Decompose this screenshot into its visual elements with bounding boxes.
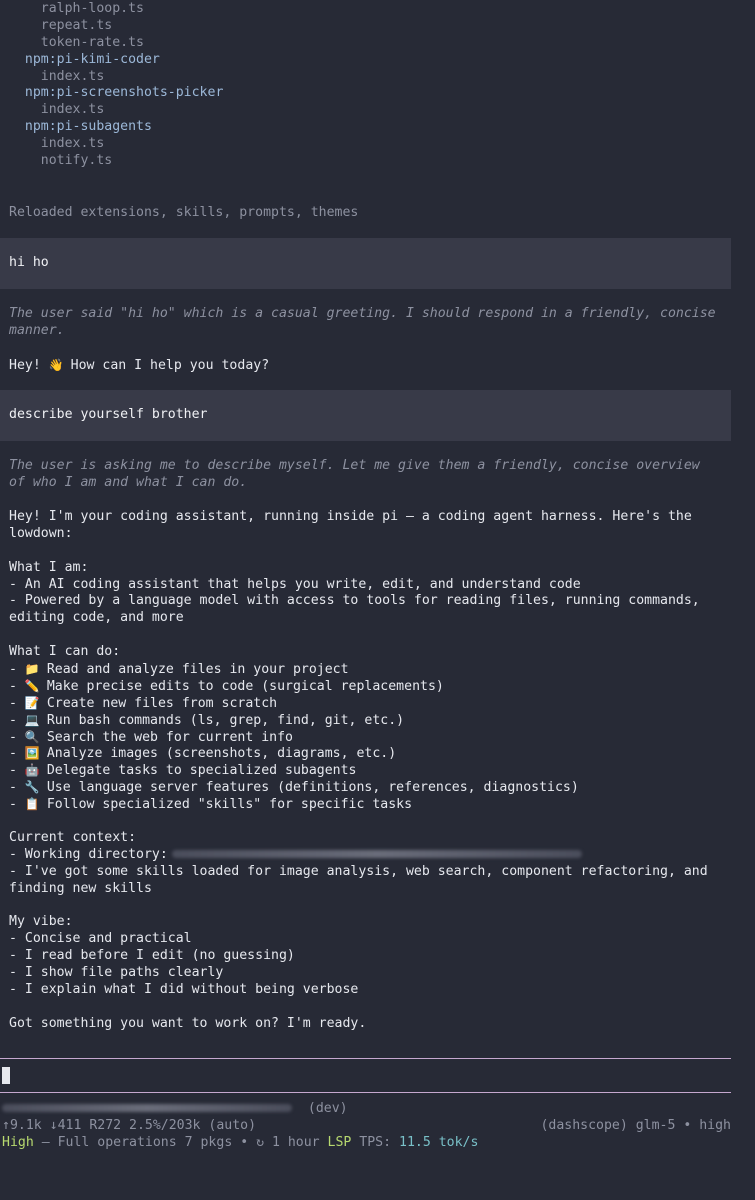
laptop-icon: 💻	[24, 712, 40, 727]
reply-line: lowdown:	[9, 525, 73, 541]
vibe-item: - I explain what I did without being verbose	[9, 981, 359, 997]
capability-item: - 📝 Create new files from scratch	[9, 695, 278, 711]
thinking-block	[9, 458, 731, 492]
tree-file: index.ts	[40, 136, 105, 152]
user-message-text: describe yourself brother	[9, 407, 208, 422]
section-heading: What I can do:	[9, 644, 121, 660]
reply-line: Got something you want to work on? I'm ready.	[9, 1015, 367, 1031]
capability-item: - 🔧 Use language server features (definitions, references, diagnostics)	[9, 780, 579, 796]
tree-package: npm:pi-kimi-coder	[24, 51, 160, 67]
redacted-path	[172, 850, 582, 858]
pencil-icon: ✏️	[24, 678, 40, 693]
assistant-reply: Hey! 👋 How can I help you today?	[9, 358, 270, 373]
vibe-item: - I read before I edit (no guessing)	[9, 948, 295, 964]
footer-path: (dev)	[2, 1101, 755, 1118]
tree-file: index.ts	[40, 68, 105, 84]
user-message	[0, 390, 731, 441]
reply-line: editing code, and more	[9, 610, 184, 626]
extension-tree	[9, 1, 755, 170]
capability-item: - 📁 Read and analyze files in your project	[9, 662, 349, 678]
vibe-item: - I show file paths clearly	[9, 965, 224, 981]
folder-icon: 📁	[24, 662, 40, 677]
section-heading: My vibe:	[9, 914, 73, 930]
tps-value: 11.5 tok/s	[399, 1135, 479, 1150]
tree-package: npm:pi-screenshots-picker	[24, 85, 224, 101]
magnifier-icon: 🔍	[24, 729, 40, 744]
reply-line: Hey! I'm your coding assistant, running inside pi — a coding agent harness. Here's the	[9, 509, 692, 524]
thinking-text: The user said "hi ho" which is a casual greeting. I should respond in a friendly, concise	[9, 306, 716, 321]
tree-file: ralph-loop.ts	[40, 1, 144, 16]
text-cursor	[2, 1067, 10, 1084]
redacted-path	[2, 1104, 292, 1112]
context-item: - Working directory:	[9, 847, 731, 864]
capability-item: - 💻 Run bash commands (ls, grep, find, git, etc.)	[9, 712, 405, 728]
tree-file: index.ts	[40, 102, 105, 118]
thinking-block	[9, 306, 731, 340]
context-item: finding new skills	[9, 880, 152, 896]
mode-label: High	[2, 1135, 34, 1150]
context-item: - I've got some skills loaded for image analysis, web search, component refactoring, and	[9, 863, 708, 879]
capability-item: - 🤖 Delegate tasks to specialized subagents	[9, 763, 357, 779]
thinking-text: The user is asking me to describe myself. Let me give them a friendly, concise overview	[9, 458, 700, 473]
capability-item: - 🔍 Search the web for current info	[9, 729, 293, 745]
section-heading: What I am:	[9, 559, 89, 575]
reload-status: Reloaded extensions, skills, prompts, themes	[9, 205, 359, 220]
user-message	[0, 238, 731, 289]
capability-item: - 📋 Follow specialized "skills" for specific tasks	[9, 797, 413, 813]
assistant-reply	[9, 509, 731, 1033]
tree-file: token-rate.ts	[40, 34, 144, 50]
status-line: High – Full operations 7 pkgs • ↻ 1 hour LSP TPS: 11.5 tok/s	[2, 1135, 479, 1150]
user-message-text: hi ho	[9, 255, 49, 270]
wrench-icon: 🔧	[24, 780, 40, 795]
prompt-input[interactable]	[0, 1059, 731, 1092]
tree-file: notify.ts	[40, 153, 113, 169]
reply-line: - An AI coding assistant that helps you write, edit, and understand code	[9, 576, 581, 592]
thinking-text: of who I am and what I can do.	[9, 474, 248, 490]
tree-package: npm:pi-subagents	[24, 119, 152, 135]
section-heading: Current context:	[9, 829, 137, 845]
clipboard-icon: 📋	[24, 797, 40, 812]
capability-item: - ✏️ Make precise edits to code (surgical replacements)	[9, 678, 444, 694]
memo-icon: 📝	[24, 695, 40, 710]
capability-item: - 🖼️ Analyze images (screenshots, diagrams, etc.)	[9, 746, 397, 762]
model-indicator: (dashscope) glm-5 • high	[540, 1118, 731, 1133]
tree-file: repeat.ts	[40, 17, 113, 33]
thinking-text: manner.	[9, 322, 65, 338]
wave-icon: 👋	[48, 358, 64, 372]
reply-line: - Powered by a language model with access to tools for reading files, running commands,	[9, 593, 700, 609]
lsp-indicator: LSP	[327, 1135, 352, 1150]
footer-stats: ↑9.1k ↓411 R272 2.5%/203k (auto)	[2, 1118, 257, 1133]
robot-icon: 🤖	[24, 763, 40, 778]
vibe-item: - Concise and practical	[9, 931, 192, 947]
input-bottom-border	[0, 1092, 731, 1093]
picture-icon: 🖼️	[24, 746, 40, 761]
